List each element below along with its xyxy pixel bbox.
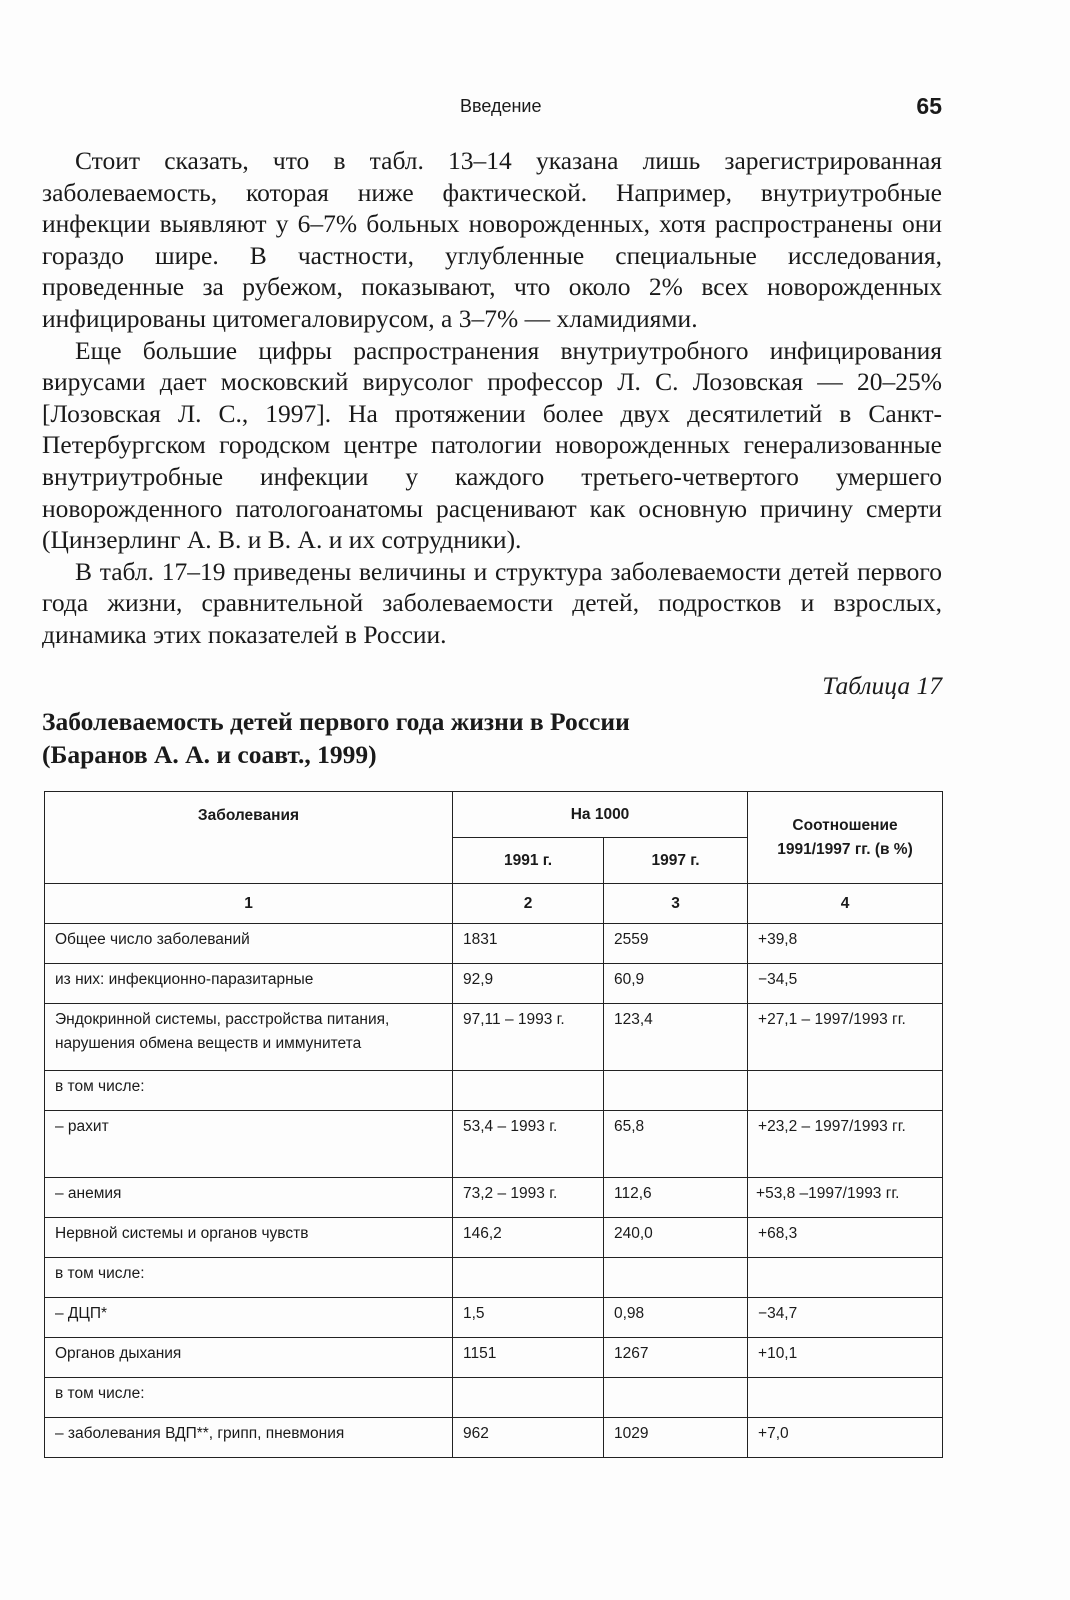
value-1997-cell: [604, 1258, 748, 1298]
paragraph: В табл. 17–19 приведены величины и структура заболеваемости детей первого года жизни, сравнительной заболеваемости детей, подростков и взрослых, динамика этих показателей в России.: [42, 556, 942, 649]
column-number: 2: [453, 884, 604, 924]
table-row: [45, 1298, 943, 1338]
header-per-1000: На 1000: [453, 792, 748, 838]
disease-cell: Эндокринной системы, расстройства питания, нарушения обмена веществ и иммунитета: [45, 1004, 453, 1071]
paragraph: Стоит сказать, что в табл. 13–14 указана лишь зарегистрированная заболеваемость, которая ниже фактической. Например, внутриутробные инфекции выявляют у 6–7% больных новорожденных, хотя распространены они гораздо шире. В частности, углубленные специальные исследования, проведенные за рубежом, показывают, что около 2% всех новорожденных инфицированы цитомегаловирусом, а 3–7% — хламидиями.: [42, 146, 942, 333]
value-1997-cell: 1267: [604, 1338, 748, 1378]
disease-cell: в том числе:: [45, 1071, 453, 1111]
table-label: Таблица 17: [822, 671, 942, 700]
value-1991-cell: [453, 1258, 604, 1298]
ratio-cell: +10,1: [748, 1338, 943, 1378]
disease-cell: Общее число заболеваний: [45, 924, 453, 964]
table-row: [45, 924, 943, 964]
value-1997-cell: 123,4: [604, 1004, 748, 1071]
ratio-cell: +68,3: [748, 1218, 943, 1258]
table-row: [45, 1111, 943, 1178]
ratio-cell: [748, 1071, 943, 1111]
table-row: [45, 964, 943, 1004]
body-text: [42, 145, 942, 651]
column-number: 3: [604, 884, 748, 924]
column-number: 4: [748, 884, 943, 924]
ratio-cell: +23,2 – 1997/1993 гг.: [748, 1111, 943, 1178]
disease-cell: Органов дыхания: [45, 1338, 453, 1378]
running-header: [0, 93, 1070, 126]
table-title: [42, 705, 942, 771]
header-ratio: Соотношение 1991/1997 гг. (в %): [748, 792, 943, 884]
value-1991-cell: 97,11 – 1993 г.: [453, 1004, 604, 1071]
disease-cell: в том числе:: [45, 1378, 453, 1418]
value-1991-cell: 1151: [453, 1338, 604, 1378]
ratio-cell: [748, 1258, 943, 1298]
value-1997-cell: 2559: [604, 924, 748, 964]
value-1991-cell: 962: [453, 1418, 604, 1458]
ratio-cell: [748, 1378, 943, 1418]
morbidity-table: [44, 791, 943, 1458]
running-title: Введение: [460, 96, 542, 116]
value-1997-cell: 0,98: [604, 1298, 748, 1338]
value-1997-cell: 112,6: [604, 1178, 748, 1218]
ratio-cell: +39,8: [748, 924, 943, 964]
header-diseases: Заболевания: [45, 792, 453, 884]
table-row: [45, 1004, 943, 1071]
table-row: [45, 1178, 943, 1218]
disease-cell: – анемия: [45, 1178, 453, 1218]
value-1997-cell: 240,0: [604, 1218, 748, 1258]
value-1997-cell: 1029: [604, 1418, 748, 1458]
value-1991-cell: [453, 1378, 604, 1418]
disease-cell: – ДЦП*: [45, 1298, 453, 1338]
disease-cell: – рахит: [45, 1111, 453, 1178]
value-1991-cell: [453, 1071, 604, 1111]
ratio-cell: +53,8 –1997/1993 гг.: [748, 1178, 943, 1218]
value-1991-cell: 1831: [453, 924, 604, 964]
page-number: 65: [916, 93, 942, 119]
ratio-cell: +27,1 – 1997/1993 гг.: [748, 1004, 943, 1071]
disease-cell: Нервной системы и органов чувств: [45, 1218, 453, 1258]
table-title-line: (Баранов А. А. и соавт., 1999): [42, 740, 377, 769]
value-1991-cell: 92,9: [453, 964, 604, 1004]
header-year-1991: 1991 г.: [453, 838, 604, 884]
value-1991-cell: 53,4 – 1993 г.: [453, 1111, 604, 1178]
column-number-row: [45, 884, 943, 924]
value-1991-cell: 146,2: [453, 1218, 604, 1258]
table-row: [45, 1338, 943, 1378]
column-number: 1: [45, 884, 453, 924]
value-1997-cell: [604, 1378, 748, 1418]
value-1997-cell: 60,9: [604, 964, 748, 1004]
disease-cell: из них: инфекционно-паразитарные: [45, 964, 453, 1004]
header-year-1997: 1997 г.: [604, 838, 748, 884]
value-1991-cell: 73,2 – 1993 г.: [453, 1178, 604, 1218]
value-1997-cell: 65,8: [604, 1111, 748, 1178]
value-1991-cell: 1,5: [453, 1298, 604, 1338]
paragraph: Еще большие цифры распространения внутриутробного инфицирования вирусами дает московский вирусолог профессор Л. С. Лозовская — 20–25% [Лозовская Л. С., 1997]. На протяжении более двух десятилетий в Санкт-Петербургском городском центре патологии новорожденных генерализованные внутриутробные инфекции у каждого третьего-четвертого умершего новорожденного патологоанатомы расценивают как основную причину смерти (Цинзерлинг А. В. и В. А. и их сотрудники).: [42, 335, 942, 555]
table-title-line: Заболеваемость детей первого года жизни в России: [42, 707, 630, 736]
value-1997-cell: [604, 1071, 748, 1111]
table-row: [45, 1418, 943, 1458]
disease-cell: в том числе:: [45, 1258, 453, 1298]
ratio-cell: −34,7: [748, 1298, 943, 1338]
table-row: [45, 1218, 943, 1258]
ratio-cell: +7,0: [748, 1418, 943, 1458]
table-row: [45, 1071, 943, 1111]
table-row: [45, 1378, 943, 1418]
table-row: [45, 1258, 943, 1298]
disease-cell: – заболевания ВДП**, грипп, пневмония: [45, 1418, 453, 1458]
ratio-cell: −34,5: [748, 964, 943, 1004]
